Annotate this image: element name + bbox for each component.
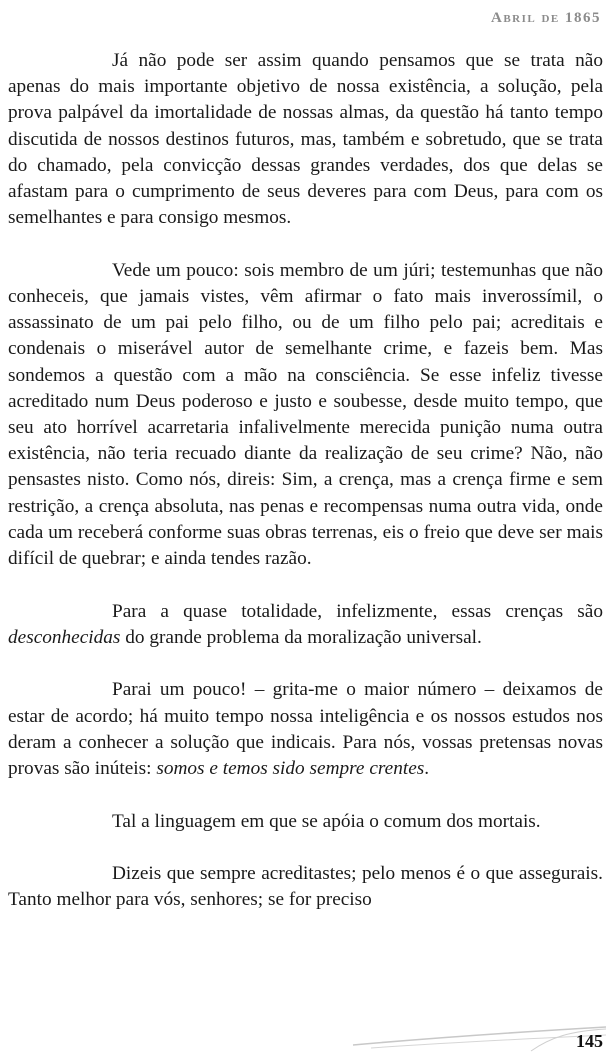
paragraph-4-text-end: . <box>424 758 430 780</box>
paragraph-3 <box>8 599 603 651</box>
paragraph-3-text-end: do grande problema da moralização universal. <box>120 626 482 648</box>
running-head: Abril de 1865 <box>490 10 601 26</box>
paragraph-1: Já não pode ser assim quando pensamos que se trata não apenas do mais importante objetivo de nossa existência, a solução, pela prova palpável da imortalidade de nossas almas, da questão há tanto tempo discutida de nossos destinos futuros, mas, também e sobretudo, que se trata do chamado, pela convicção dessas grandes verdades, dos que delas se afastam para o cumprimento de seus deveres para com Deus, para com os semelhantes e para consigo mesmos. <box>8 50 603 229</box>
folio-ornament <box>351 1015 611 1055</box>
body-text <box>8 48 603 914</box>
paragraph-2: Vede um pouco: sois membro de um júri; testemunhas que não conheceis, que jamais vistes, vêm afirmar o fato mais inverossímil, o assassinato de um pai pelo filho, ou de um filho pelo pai; acreditais e condenais o miserável autor de semelhante crime, e fazeis bem. Mas sondemos a questão com a mão na consciência. Se esse infeliz tivesse acreditado num Deus poderoso e justo e soubesse, desde muito tempo, que seu ato horrível acarretaria infalivelmente merecida punição numa outra existência, não teria recuado diante da realização de seu crime? Não, não pensastes nisto. Como nós, direis: Sim, a crença, mas a crença firme e sem restrição, a crença absoluta, nas penas e recompensas numa outra vida, onde cada um receberá conforme suas obras terrenas, eis o freio que deve ser mais difícil de quebrar; e ainda tendes razão. <box>8 259 603 570</box>
paragraph-4 <box>8 677 603 782</box>
paragraph-4-italic: somos e temos sido sempre crentes <box>156 758 425 780</box>
paragraph-3-text: Para a quase totalidade, infelizmente, essas crenças são <box>112 600 603 622</box>
page-number: 145 <box>576 1031 603 1051</box>
paragraph-6: Dizeis que sempre acreditastes; pelo menos é o que assegurais. Tanto melhor para vós, senhores; se for preciso <box>8 863 603 911</box>
paragraph-3-italic: desconhecidas <box>8 626 121 648</box>
paragraph-5: Tal a linguagem em que se apóia o comum dos mortais. <box>112 810 541 832</box>
paragraph-4-text: Parai um pouco! – grita-me o maior número – deixamos de estar de acordo; há muito tempo nossa inteligência e os nossos estudos nos deram a conhecer a solução que indicais. Para nós, vossas pretensas novas provas são inúteis: <box>8 679 603 780</box>
